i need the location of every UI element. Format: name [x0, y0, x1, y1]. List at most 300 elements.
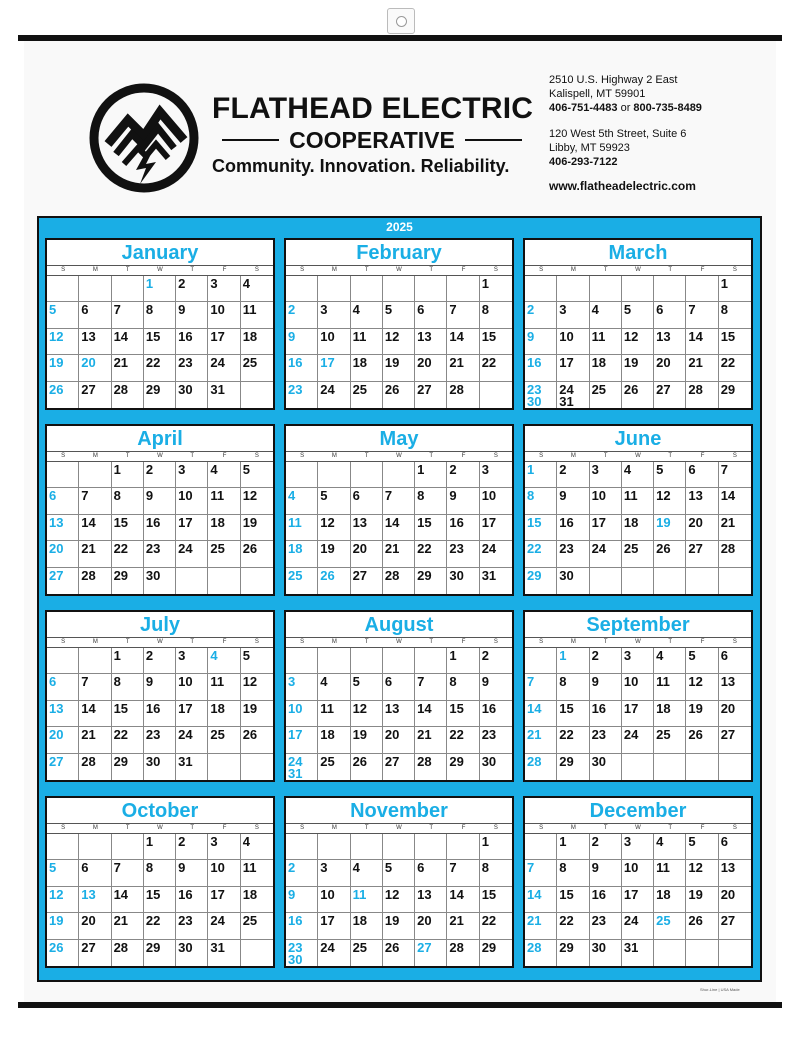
day-number: 24 — [288, 753, 303, 769]
day-cell — [112, 329, 144, 355]
day-number: 14 — [527, 700, 542, 716]
day-number: 23 — [591, 727, 607, 743]
day-cell — [79, 355, 111, 381]
day-cell — [686, 887, 718, 913]
day-cell — [525, 701, 557, 727]
day-number: 4 — [320, 674, 328, 690]
weekday-label: M — [570, 639, 576, 645]
day-number: 19 — [320, 541, 335, 557]
day-number: 22 — [145, 913, 161, 929]
weekday-label: F — [700, 267, 705, 273]
day-number: 3 — [288, 674, 296, 690]
day-cell — [557, 515, 589, 541]
day-number: 23 — [178, 913, 193, 929]
month-title: October — [121, 800, 199, 822]
day-number: 2 — [178, 834, 186, 849]
day-number: 7 — [113, 302, 121, 318]
day-cell — [686, 515, 718, 541]
day-number: 4 — [210, 648, 218, 663]
day-cell — [686, 462, 718, 488]
day-cell — [590, 754, 622, 780]
month-march — [523, 238, 753, 410]
day-number: 15 — [481, 886, 497, 902]
day-number: 19 — [49, 913, 64, 929]
day-number: 18 — [623, 514, 639, 530]
day-number: 20 — [352, 541, 368, 557]
day-number: 19 — [688, 700, 703, 716]
weekday-label: M — [331, 639, 337, 645]
day-number: 28 — [449, 381, 464, 397]
day-cell — [415, 302, 447, 328]
day-cell — [447, 541, 479, 567]
day-cell — [241, 727, 273, 753]
weekday-label: S — [61, 639, 66, 645]
day-number: 8 — [145, 860, 154, 876]
day-cell — [318, 940, 350, 966]
day-cell — [480, 887, 512, 913]
day-number: 23 — [449, 541, 464, 557]
day-cell — [686, 329, 718, 355]
day-cell — [351, 727, 383, 753]
day-cell — [686, 860, 718, 886]
day-cell — [525, 568, 557, 594]
day-cell — [47, 382, 79, 408]
day-number: 5 — [688, 648, 696, 663]
month-july — [45, 610, 275, 782]
day-number: 10 — [178, 488, 193, 504]
day-number: 22 — [720, 355, 736, 371]
day-number: 11 — [352, 886, 367, 902]
day-cell — [383, 355, 415, 381]
day-number: 3 — [623, 648, 632, 663]
day-number: 12 — [656, 488, 671, 504]
day-cell — [112, 488, 144, 514]
day-cell — [557, 860, 589, 886]
day-number: 12 — [384, 886, 400, 902]
office2-phone: 406-293-7122 — [549, 156, 618, 168]
month-title: March — [608, 242, 668, 264]
day-number: 16 — [559, 514, 574, 530]
day-number: 14 — [113, 886, 129, 902]
weekday-label: F — [700, 453, 705, 459]
day-number: 19 — [49, 355, 64, 371]
day-number: 5 — [384, 860, 393, 876]
day-cell — [447, 913, 479, 939]
company-subname: COOPERATIVE — [289, 127, 455, 153]
day-number: 22 — [449, 727, 464, 743]
day-cell — [654, 355, 686, 381]
day-cell — [654, 754, 686, 780]
day-cell — [525, 276, 557, 302]
day-cell — [654, 515, 686, 541]
day-cell — [622, 913, 654, 939]
day-number: 14 — [113, 328, 129, 344]
day-cell — [557, 355, 589, 381]
day-cell — [208, 462, 240, 488]
day-cell — [318, 701, 350, 727]
day-cell — [719, 860, 751, 886]
day-cell — [590, 568, 622, 594]
day-cell — [318, 860, 350, 886]
day-number: 27 — [417, 939, 432, 955]
day-number: 8 — [113, 488, 121, 504]
day-number: 4 — [623, 462, 632, 477]
day-cell — [144, 462, 176, 488]
weekday-label: S — [539, 825, 544, 831]
day-cell — [383, 727, 415, 753]
day-cell — [557, 382, 589, 408]
day-number: 17 — [623, 886, 639, 902]
day-number: 1 — [417, 462, 425, 477]
day-cell — [415, 648, 447, 674]
day-number: 13 — [81, 328, 96, 344]
office1-phone-a: 406-751-4483 — [549, 102, 618, 114]
day-number: 29 — [481, 939, 497, 955]
day-cell — [351, 488, 383, 514]
day-number: 3 — [559, 302, 567, 318]
day-cell — [112, 727, 144, 753]
day-number: 26 — [384, 939, 400, 955]
day-cell — [47, 462, 79, 488]
company-tagline: Community. Innovation. Reliability. — [212, 156, 510, 176]
day-number: 27 — [688, 541, 703, 557]
day-cell — [719, 515, 751, 541]
day-cell — [208, 887, 240, 913]
weekday-header — [525, 265, 751, 276]
day-cell — [112, 568, 144, 594]
day-cell — [112, 674, 144, 700]
day-number: 5 — [384, 302, 393, 318]
day-cell — [415, 329, 447, 355]
day-cell — [383, 887, 415, 913]
day-cell — [318, 515, 350, 541]
weekday-label: S — [732, 825, 737, 831]
day-number: 29 — [449, 753, 464, 769]
day-number: 16 — [591, 700, 607, 716]
weekday-label: S — [732, 639, 737, 645]
day-cell — [686, 834, 718, 860]
day-cell — [590, 541, 622, 567]
day-number: 19 — [688, 886, 703, 902]
day-cell — [241, 515, 273, 541]
day-cell — [686, 488, 718, 514]
day-number: 29 — [417, 567, 432, 583]
day-number: 26 — [242, 541, 258, 557]
day-cell — [208, 754, 240, 780]
day-cell — [144, 834, 176, 860]
day-number: 9 — [527, 328, 535, 344]
weekday-label: M — [570, 267, 576, 273]
day-number: 14 — [527, 886, 542, 902]
day-number: 7 — [449, 302, 457, 318]
day-cell — [47, 887, 79, 913]
day-cell — [176, 701, 208, 727]
day-cell — [351, 701, 383, 727]
day-cell — [525, 302, 557, 328]
day-cell — [383, 913, 415, 939]
day-cell — [590, 329, 622, 355]
weekday-label: T — [190, 267, 195, 273]
day-cell — [383, 515, 415, 541]
day-cell — [351, 860, 383, 886]
day-number: 16 — [145, 514, 161, 530]
weekday-label: T — [364, 267, 369, 273]
day-number: 8 — [417, 488, 425, 504]
day-number: 11 — [591, 328, 606, 344]
day-number: 3 — [320, 302, 328, 318]
day-cell — [480, 701, 512, 727]
day-cell — [590, 355, 622, 381]
day-cell — [351, 462, 383, 488]
day-cell — [525, 541, 557, 567]
day-number: 5 — [623, 302, 632, 318]
day-number: 12 — [688, 860, 703, 876]
day-cell — [590, 276, 622, 302]
day-number: 24 — [210, 355, 225, 371]
day-cell — [622, 648, 654, 674]
office1-city: Kalispell, MT 59901 — [549, 88, 646, 100]
day-number: 20 — [417, 913, 432, 929]
weekday-label: S — [61, 825, 66, 831]
day-cell — [241, 302, 273, 328]
day-cell — [383, 648, 415, 674]
day-cell — [286, 674, 318, 700]
day-cell — [241, 887, 273, 913]
day-cell — [241, 701, 273, 727]
day-cell — [241, 834, 273, 860]
day-cell — [47, 674, 79, 700]
day-cell — [654, 488, 686, 514]
day-cell — [144, 940, 176, 966]
day-cell — [590, 515, 622, 541]
day-number: 19 — [656, 514, 671, 530]
day-cell — [176, 834, 208, 860]
day-number: 10 — [210, 302, 225, 318]
day-number: 30 — [178, 939, 193, 955]
weekday-label: F — [222, 639, 227, 645]
day-number: 2 — [288, 302, 296, 318]
day-cell — [79, 382, 111, 408]
office2-city: Libby, MT 59923 — [549, 142, 630, 154]
day-cell — [176, 727, 208, 753]
day-cell — [654, 701, 686, 727]
weekday-label: T — [668, 639, 673, 645]
weekday-label: T — [603, 825, 608, 831]
day-number: 5 — [688, 834, 696, 849]
weekday-label: W — [396, 825, 402, 831]
day-cell — [654, 276, 686, 302]
day-cell — [719, 648, 751, 674]
day-cell — [318, 488, 350, 514]
day-cell — [351, 382, 383, 408]
day-number: 31 — [210, 381, 225, 397]
month-august — [284, 610, 514, 782]
day-number: 7 — [527, 860, 535, 876]
day-number: 18 — [352, 913, 368, 929]
day-number: 25 — [656, 913, 671, 929]
day-number: 25 — [242, 355, 258, 371]
day-cell — [383, 701, 415, 727]
weekday-header — [525, 637, 751, 648]
day-cell — [590, 462, 622, 488]
weekday-label: W — [396, 639, 402, 645]
day-number: 23 — [481, 727, 497, 743]
day-cell — [176, 674, 208, 700]
day-cell — [286, 355, 318, 381]
day-cell — [557, 488, 589, 514]
day-cell — [318, 382, 350, 408]
day-cell — [47, 701, 79, 727]
day-cell — [144, 887, 176, 913]
weekday-label: S — [732, 267, 737, 273]
weekday-header — [47, 451, 273, 462]
day-number: 20 — [720, 886, 736, 902]
day-cell — [176, 860, 208, 886]
day-number: 27 — [352, 567, 368, 583]
day-cell — [241, 940, 273, 966]
weekday-label: S — [61, 267, 66, 273]
day-number: 27 — [81, 381, 96, 397]
day-cell — [318, 276, 350, 302]
day-cell — [144, 302, 176, 328]
weekday-header — [286, 823, 512, 834]
day-cell — [654, 940, 686, 966]
day-number: 6 — [81, 302, 89, 318]
day-number: 6 — [384, 674, 393, 690]
weekday-label: M — [92, 639, 98, 645]
day-cell — [208, 382, 240, 408]
day-cell — [351, 329, 383, 355]
day-number: 6 — [417, 302, 425, 318]
day-number: 27 — [720, 913, 736, 929]
day-number: 11 — [320, 700, 335, 716]
website-link[interactable]: www.flatheadelectric.com — [549, 179, 696, 193]
day-cell — [383, 462, 415, 488]
day-number: 13 — [720, 674, 736, 690]
day-cell — [286, 834, 318, 860]
day-cell — [590, 701, 622, 727]
day-cell — [686, 674, 718, 700]
day-cell — [447, 302, 479, 328]
day-cell — [208, 940, 240, 966]
day-number: 24 — [178, 541, 193, 557]
day-number: 8 — [481, 302, 489, 318]
day-number: 30 — [145, 567, 161, 583]
day-number: 28 — [113, 939, 129, 955]
weekday-label: S — [300, 825, 305, 831]
weekday-label: S — [493, 639, 498, 645]
day-number: 1 — [113, 648, 121, 663]
day-number: 25 — [210, 727, 225, 743]
day-cell — [525, 860, 557, 886]
day-cell — [415, 754, 447, 780]
day-number: 1 — [145, 834, 154, 849]
day-number: 16 — [288, 355, 303, 371]
day-number: 14 — [449, 886, 464, 902]
day-number: 12 — [320, 514, 335, 530]
day-cell — [654, 674, 686, 700]
weekday-label: M — [570, 825, 576, 831]
day-number: 14 — [688, 328, 703, 344]
day-cell — [286, 754, 318, 780]
month-title: January — [121, 242, 199, 264]
weekday-label: S — [300, 267, 305, 273]
day-number: 26 — [384, 381, 400, 397]
day-number: 23 — [288, 939, 303, 955]
day-cell — [241, 355, 273, 381]
day-cell — [351, 568, 383, 594]
day-cell — [415, 727, 447, 753]
day-number: 3 — [481, 462, 489, 477]
company-name: FLATHEAD ELECTRIC — [212, 92, 534, 125]
weekday-label: S — [539, 267, 544, 273]
day-number: 29 — [113, 567, 129, 583]
day-number: 28 — [527, 753, 542, 769]
month-title: May — [379, 428, 419, 450]
day-cell — [208, 276, 240, 302]
day-number: 27 — [656, 381, 671, 397]
day-cell — [525, 940, 557, 966]
day-number: 11 — [242, 302, 257, 318]
day-cell — [480, 462, 512, 488]
day-cell — [286, 913, 318, 939]
day-number: 13 — [417, 328, 432, 344]
day-number: 26 — [623, 381, 639, 397]
day-cell — [318, 541, 350, 567]
day-number: 28 — [527, 939, 542, 955]
day-cell — [557, 940, 589, 966]
day-cell — [286, 382, 318, 408]
day-number: 30 — [527, 393, 542, 408]
day-cell — [622, 860, 654, 886]
day-number: 8 — [481, 860, 489, 876]
day-cell — [318, 834, 350, 860]
day-cell — [112, 355, 144, 381]
day-cell — [654, 887, 686, 913]
day-cell — [415, 488, 447, 514]
day-cell — [447, 329, 479, 355]
day-cell — [525, 329, 557, 355]
day-cell — [351, 515, 383, 541]
weekday-header — [525, 823, 751, 834]
day-cell — [590, 488, 622, 514]
day-cell — [286, 568, 318, 594]
day-number: 23 — [178, 355, 193, 371]
day-cell — [622, 462, 654, 488]
day-number: 6 — [656, 302, 664, 318]
day-cell — [47, 329, 79, 355]
day-cell — [286, 515, 318, 541]
day-cell — [144, 329, 176, 355]
day-cell — [176, 887, 208, 913]
day-cell — [383, 276, 415, 302]
day-number: 17 — [591, 514, 607, 530]
day-number: 29 — [527, 567, 542, 583]
office2-street: 120 West 5th Street, Suite 6 — [549, 128, 687, 140]
year-label: 2025 — [386, 220, 413, 234]
day-number: 7 — [81, 674, 89, 690]
day-number: 18 — [288, 541, 303, 557]
day-number: 9 — [178, 860, 186, 876]
day-number: 26 — [688, 913, 703, 929]
weekday-label: W — [635, 267, 641, 273]
day-number: 30 — [559, 567, 574, 583]
day-number: 2 — [591, 834, 599, 849]
weekday-label: F — [700, 639, 705, 645]
day-number: 5 — [352, 674, 360, 690]
day-number: 15 — [527, 514, 542, 530]
weekday-label: W — [635, 825, 641, 831]
